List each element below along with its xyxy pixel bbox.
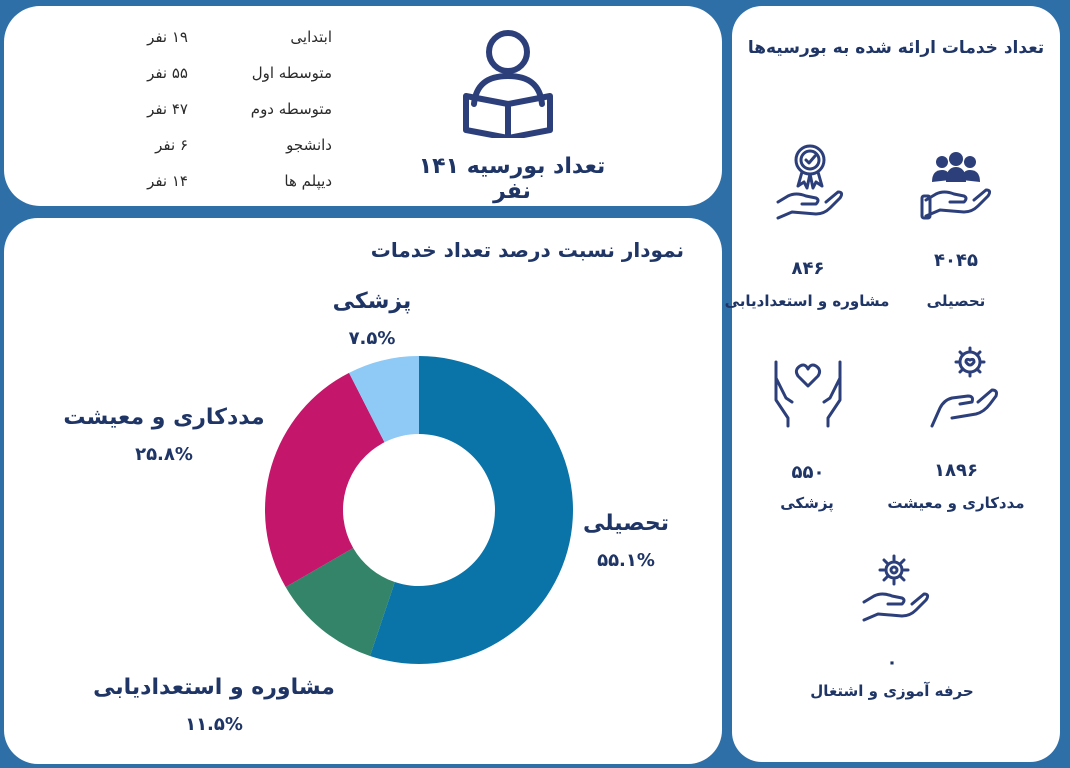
chart-card bbox=[4, 218, 722, 764]
service-value: ۵۵۰ bbox=[791, 462, 825, 483]
slice-percent: ۵۵.۱% bbox=[597, 550, 655, 571]
student-reading-icon bbox=[460, 26, 556, 138]
category-label: متوسطه دوم bbox=[250, 100, 332, 118]
total-scholarships-title: تعداد بورسیه ۱۴۱ نفر bbox=[418, 154, 606, 204]
service-value: ۰ bbox=[886, 652, 898, 673]
heart-in-hands-icon bbox=[770, 358, 846, 428]
category-count: ۶ نفر bbox=[155, 136, 188, 154]
slice-percent: ۱۱.۵% bbox=[185, 714, 243, 735]
slice-label: پزشکی bbox=[332, 289, 412, 314]
category-count: ۵۵ نفر bbox=[147, 64, 188, 82]
gears-in-hand-icon bbox=[860, 552, 930, 624]
people-in-hand-icon bbox=[920, 150, 992, 222]
category-count: ۱۴ نفر bbox=[147, 172, 188, 190]
service-label: حرفه آموزی و اشتغال bbox=[810, 682, 974, 700]
slice-label: مددکاری و معیشت bbox=[63, 405, 265, 430]
category-count: ۱۹ نفر bbox=[147, 28, 188, 46]
donut-chart bbox=[4, 218, 722, 764]
category-label: متوسطه اول bbox=[251, 64, 332, 82]
service-label: پزشکی bbox=[780, 494, 834, 512]
category-label: ابتدایی bbox=[290, 28, 332, 46]
award-in-hand-icon bbox=[772, 142, 844, 222]
category-label: دانشجو bbox=[286, 136, 332, 154]
slice-label: تحصیلی bbox=[582, 511, 670, 536]
category-label: دیپلم ها bbox=[284, 172, 332, 190]
slice-label: مشاوره و استعدادیابی bbox=[93, 675, 335, 700]
services-title: تعداد خدمات ارائه شده به بورسیه‌ها bbox=[747, 38, 1045, 58]
service-label: تحصیلی bbox=[926, 292, 986, 310]
service-value: ۸۴۶ bbox=[791, 258, 825, 279]
services-card bbox=[724, 6, 1060, 762]
gear-in-hand-icon bbox=[928, 346, 1000, 430]
chart-title: نمودار نسبت درصد تعداد خدمات bbox=[370, 238, 684, 262]
slice-percent: ۷.۵% bbox=[348, 328, 396, 349]
service-value: ۱۸۹۶ bbox=[934, 460, 978, 481]
category-count: ۴۷ نفر bbox=[147, 100, 188, 118]
slice-percent: ۲۵.۸% bbox=[135, 444, 193, 465]
scholarship-summary-card bbox=[4, 6, 722, 206]
service-label: مددکاری و معیشت bbox=[887, 494, 1025, 512]
service-label: مشاوره و استعدادیابی bbox=[724, 292, 890, 310]
service-value: ۴۰۴۵ bbox=[934, 250, 978, 271]
